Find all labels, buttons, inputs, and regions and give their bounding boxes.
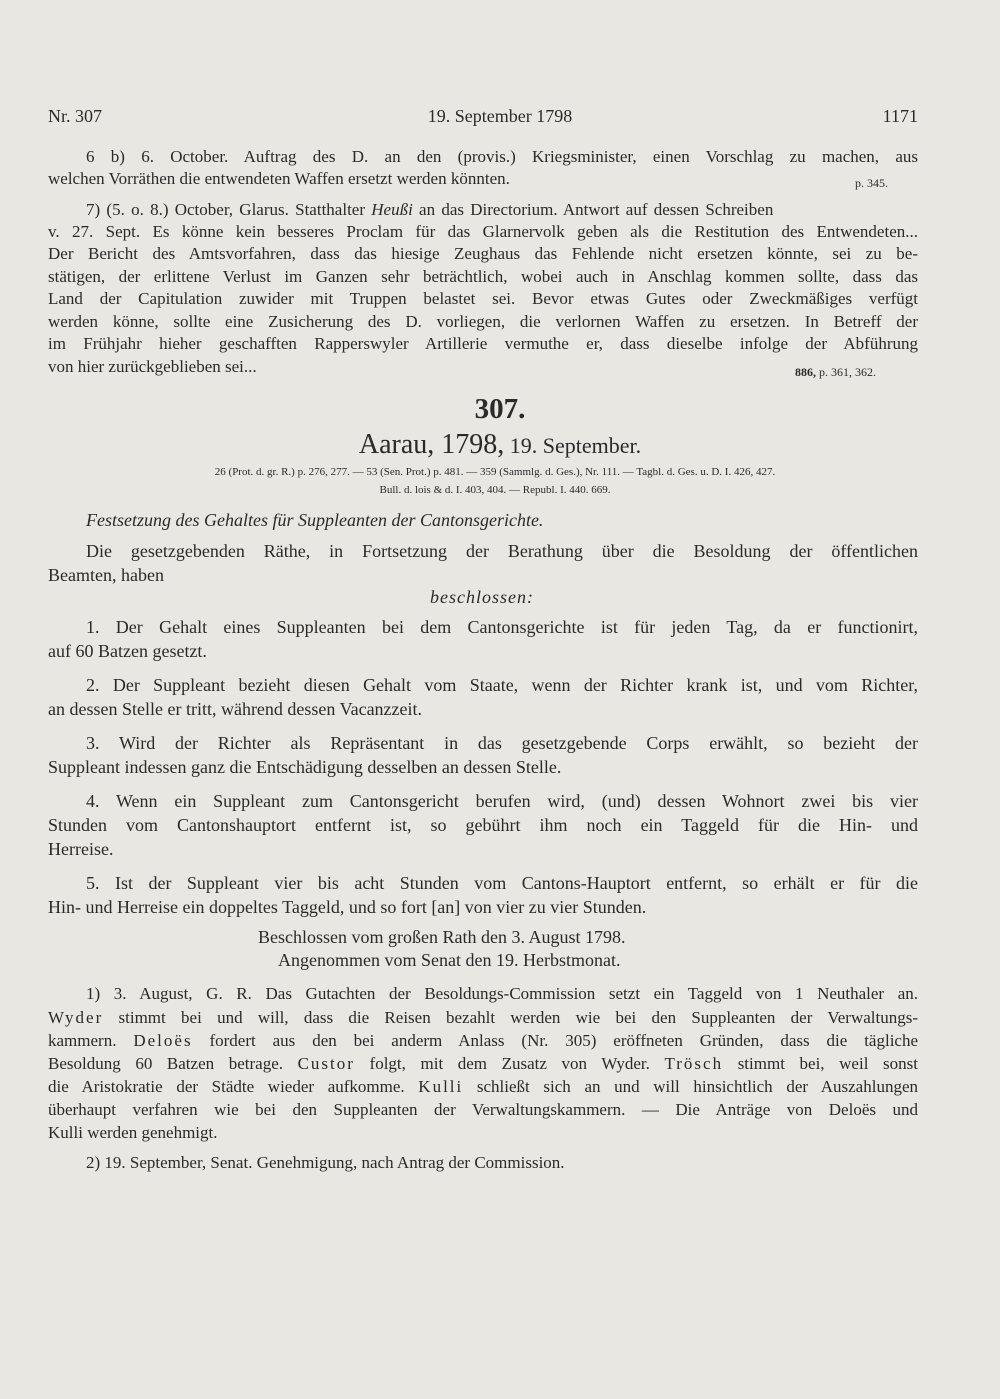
person-name-wyder: Wyder (48, 1008, 104, 1027)
note-1-line-5 (48, 1076, 918, 1098)
article-1-line-2: auf 60 Batzen gesetzt. (48, 641, 207, 661)
person-name-troesch: Trösch (664, 1054, 724, 1073)
note-1-line-3-b: fordert aus den bei anderm Anlass (Nr. 305) eröffneten Gründen, dass die tägliche (192, 1031, 919, 1050)
note-1-line-1: 1) 3. August, G. R. Das Gutachten der Besoldungs-Commission setzt ein Taggeld von 1 Neuthaler an. (86, 984, 918, 1003)
doc-date: 19. September. (504, 433, 642, 458)
prev-line-1: 6 b) 6. October. Auftrag des D. an den (provis.) Kriegsminister, einen Vorschlag zu machen, aus (86, 147, 918, 166)
prev-line-8: werden könne, sollte eine Zusicherung des D. vorliegen, die verlornen Waffen zu ersetzen. In Betreff der (48, 312, 918, 331)
resolved-label: beschlossen: (430, 587, 534, 607)
sources-line-1: 26 (Prot. d. gr. R.) p. 276, 277. — 53 (Sen. Prot.) p. 481. — 359 (Sammlg. d. Ges.), Nr. 111. — Tagbl. d. Ges. u. D. I. 426, 427. (214, 466, 776, 478)
article-3-line-1: 3. Wird der Richter als Repräsentant in das gesetzgebende Corps erwählt, so bezieht der (86, 733, 918, 753)
article-3-line-2: Suppleant indessen ganz die Entschädigung desselben an dessen Stelle. (48, 757, 562, 777)
person-name-deloes: Deloës (133, 1031, 193, 1050)
header-date: 19. September 1798 (427, 106, 573, 126)
note-1-line-4-c: stimmt bei, weil sonst (723, 1054, 918, 1073)
intro-line-2: Beamten, haben (48, 565, 164, 585)
prev-line-10: von hier zurückgeblieben sei... (48, 357, 257, 376)
article-2-line-1: 2. Der Suppleant bezieht diesen Gehalt vom Staate, wenn der Richter krank ist, und vom Richter, (86, 675, 918, 695)
doc-year: 1798, (441, 429, 505, 460)
sources-line-2: Bull. d. lois & d. I. 403, 404. — Republ. I. 440. 669. (379, 484, 611, 496)
note-1-line-6: überhaupt verfahren wie bei den Suppleanten der Verwaltungskammern. — Die Anträge von Deloës und (48, 1100, 918, 1119)
note-1-line-4-a: Besoldung 60 Batzen betrage. (48, 1054, 298, 1073)
page-number: 1171 (882, 106, 918, 126)
document-place-date (280, 428, 720, 463)
doc-place: Aarau, (358, 429, 435, 460)
note-2: 2) 19. September, Senat. Genehmigung, nach Antrag der Commission. (86, 1153, 565, 1172)
prev-ref-2-pages: p. 361, 362. (816, 365, 876, 379)
prev-line-2: welchen Vorräthen die entwendeten Waffen ersetzt werden könnten. (48, 169, 510, 188)
note-1-line-4 (48, 1053, 918, 1075)
prev-line-9: im Frühjahr hieher geschafften Rapperswyler Artillerie vermuthe er, dass dieselbe infolge der Abführung (48, 334, 918, 353)
document-number: 307. (474, 393, 526, 425)
prev-line-3-a: 7) (5. o. 8.) October, Glarus. Statthalter (86, 200, 372, 219)
note-1-line-5-a: die Aristokratie der Städte wieder aufkomme. (48, 1077, 419, 1096)
header-doc-number: Nr. 307 (48, 106, 102, 126)
prev-line-3 (86, 199, 918, 221)
prev-ref-1: p. 345. (855, 176, 888, 190)
article-5-line-1: 5. Ist der Suppleant vier bis acht Stunden vom Cantons-Hauptort entfernt, so erhält er für die (86, 873, 918, 893)
person-name-heussi: Heußi (371, 200, 413, 219)
closing-line-2: Angenommen vom Senat den 19. Herbstmonat. (278, 950, 621, 970)
prev-ref-2 (795, 361, 876, 383)
note-1-line-2-text: stimmt bei und will, dass die Reisen bezahlt werden wie bei den Suppleanten der Verwaltungs- (103, 1008, 918, 1027)
note-1-line-3-a: kammern. (48, 1031, 134, 1050)
prev-line-4: v. 27. Sept. Es könne kein besseres Proclam für das Glarnervolk geben als die Restitution des Entwendeten... (48, 222, 918, 241)
note-1-line-3 (48, 1030, 918, 1052)
article-1-line-1: 1. Der Gehalt eines Suppleanten bei dem Cantonsgerichte ist für jeden Tag, da er functionirt, (86, 617, 918, 637)
note-1-line-4-b: folgt, mit dem Zusatz von Wyder. (354, 1054, 665, 1073)
article-4-line-1: 4. Wenn ein Suppleant zum Cantonsgericht berufen wird, (und) dessen Wohnort zwei bis vier (86, 791, 918, 811)
article-4-line-2: Stunden vom Cantonshauptort entfernt ist, so gebührt ihm noch ein Taggeld für die Hin- und (48, 815, 918, 835)
note-1-line-2 (48, 1007, 918, 1029)
person-name-custor: Custor (297, 1054, 355, 1073)
document-title: Festsetzung des Gehaltes für Suppleanten der Cantonsgerichte. (86, 510, 544, 530)
article-5-line-2: Hin- und Herreise ein doppeltes Taggeld, und so fort [an] von vier zu vier Stunden. (48, 897, 647, 917)
prev-line-7: Land der Capitulation zuwider mit Truppen belastet sei. Bevor etwas Gutes oder Zweckmäßiges verfügt (48, 289, 918, 308)
prev-line-6: stätigen, der erlittene Verlust im Ganzen sehr beträchtlich, wobei auch in Anschlag kommen sollte, dass das (48, 267, 918, 286)
note-1-line-7: Kulli werden genehmigt. (48, 1123, 218, 1142)
article-2-line-2: an dessen Stelle er tritt, während dessen Vacanzzeit. (48, 699, 423, 719)
prev-line-5: Der Bericht des Amtsvorfahren, dass das hiesige Zeughaus das Fehlende nicht ersetzen könnte, sei zu be- (48, 244, 918, 263)
closing-line-1: Beschlossen vom großen Rath den 3. August 1798. (258, 927, 626, 947)
intro-line-1: Die gesetzgebenden Räthe, in Fortsetzung der Berathung über die Besoldung der öffentlichen (86, 541, 918, 561)
prev-ref-2-bold: 886, (795, 365, 816, 379)
article-4-line-3: Herreise. (48, 839, 114, 859)
prev-line-3-b: an das Directorium. Antwort auf dessen Schreiben (412, 200, 774, 219)
note-1-line-5-b: schließt sich an und will hinsichtlich der Auszahlungen (463, 1077, 918, 1096)
person-name-kulli: Kulli (418, 1077, 464, 1096)
